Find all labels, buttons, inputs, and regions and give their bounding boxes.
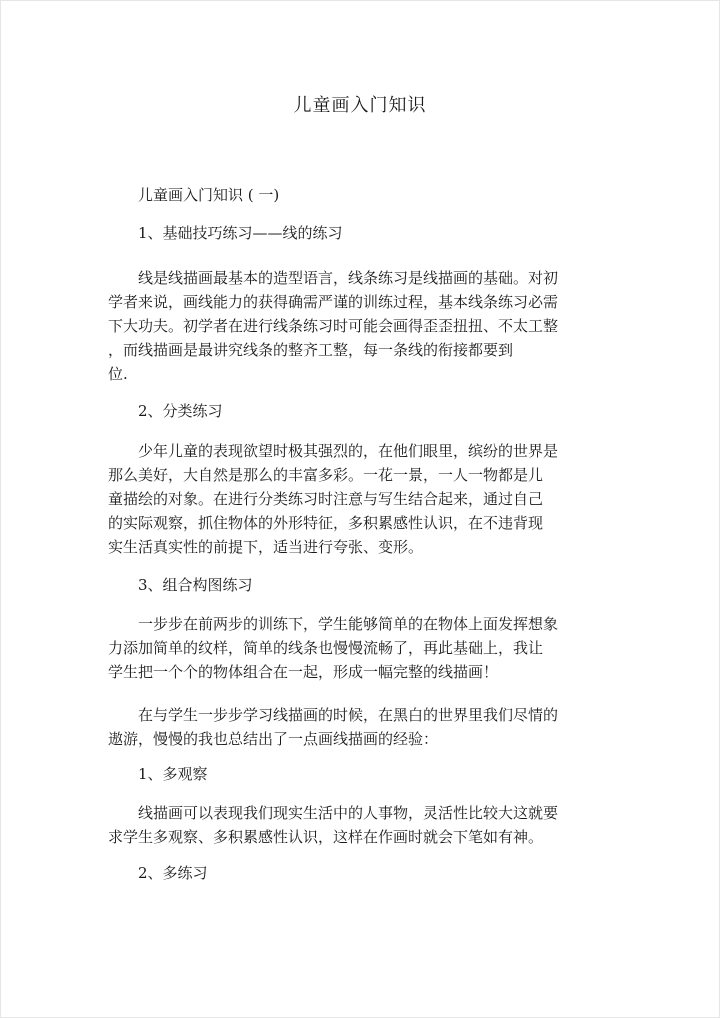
paragraph-line: 位. — [108, 365, 128, 383]
paragraph-line: 遨游，慢慢的我也总结出了一点画线描画的经验： — [108, 730, 439, 748]
paragraph-line: 在与学生一步步学习线描画的时候，在黑白的世界里我们尽情的 — [138, 706, 559, 724]
paragraph-line: 学生把一个个的物体组合在一起，形成一幅完整的线描画！ — [108, 663, 499, 681]
section-paragraph-3 — [108, 612, 578, 684]
paragraph-line: ，而线描画是最讲究线条的整齐工整，每一条线的衔接都要到 — [108, 341, 514, 359]
tip-heading-1: 1、多观察 — [138, 765, 208, 783]
paragraph-line: 童描绘的对象。在进行分类练习时注意与写生结合起来，通过自己 — [108, 490, 544, 508]
section-paragraph-1 — [108, 266, 578, 386]
tip-heading-2: 2、多练习 — [138, 864, 208, 882]
paragraph-line: 学者来说，画线能力的获得确需严谨的训练过程，基本线条练习必需 — [108, 293, 559, 311]
document-subtitle: 儿童画入门知识 ( 一) — [138, 186, 280, 204]
section-heading-3: 3、组合构图练习 — [138, 576, 253, 594]
intro-paragraph — [108, 703, 578, 751]
paragraph-line: 的实际观察，抓住物体的外形特征，多积累感性认识，在不违背现 — [108, 514, 544, 532]
paragraph-line: 那么美好，大自然是那么的丰富多彩。一花一景，一人一物都是儿 — [108, 466, 544, 484]
section-heading-2: 2、分类练习 — [138, 402, 223, 420]
paragraph-line: 少年儿童的表现欲望时极其强烈的，在他们眼里，缤纷的世界是 — [138, 442, 559, 460]
paragraph-line: 线是线描画最基本的造型语言，线条练习是线描画的基础。对初 — [138, 269, 559, 287]
paragraph-line: 下大功夫。初学者在进行线条练习时可能会画得歪歪扭扭、不太工整 — [108, 317, 559, 335]
document-title: 儿童画入门知识 — [293, 95, 427, 116]
paragraph-line: 一步步在前两步的训练下，学生能够简单的在物体上面发挥想象 — [138, 615, 559, 633]
section-paragraph-2 — [108, 439, 578, 559]
paragraph-line: 线描画可以表现我们现实生活中的人事物，灵活性比较大这就要 — [138, 804, 559, 822]
paragraph-line: 力添加简单的纹样，简单的线条也慢慢流畅了，再此基础上，我让 — [108, 639, 544, 657]
tip-paragraph-1 — [108, 801, 578, 849]
paragraph-line: 实生活真实性的前提下，适当进行夸张、变形。 — [108, 538, 424, 556]
paragraph-line: 求学生多观察、多积累感性认识，这样在作画时就会下笔如有神。 — [108, 828, 544, 846]
section-heading-1: 1、基础技巧练习——线的练习 — [138, 224, 343, 242]
